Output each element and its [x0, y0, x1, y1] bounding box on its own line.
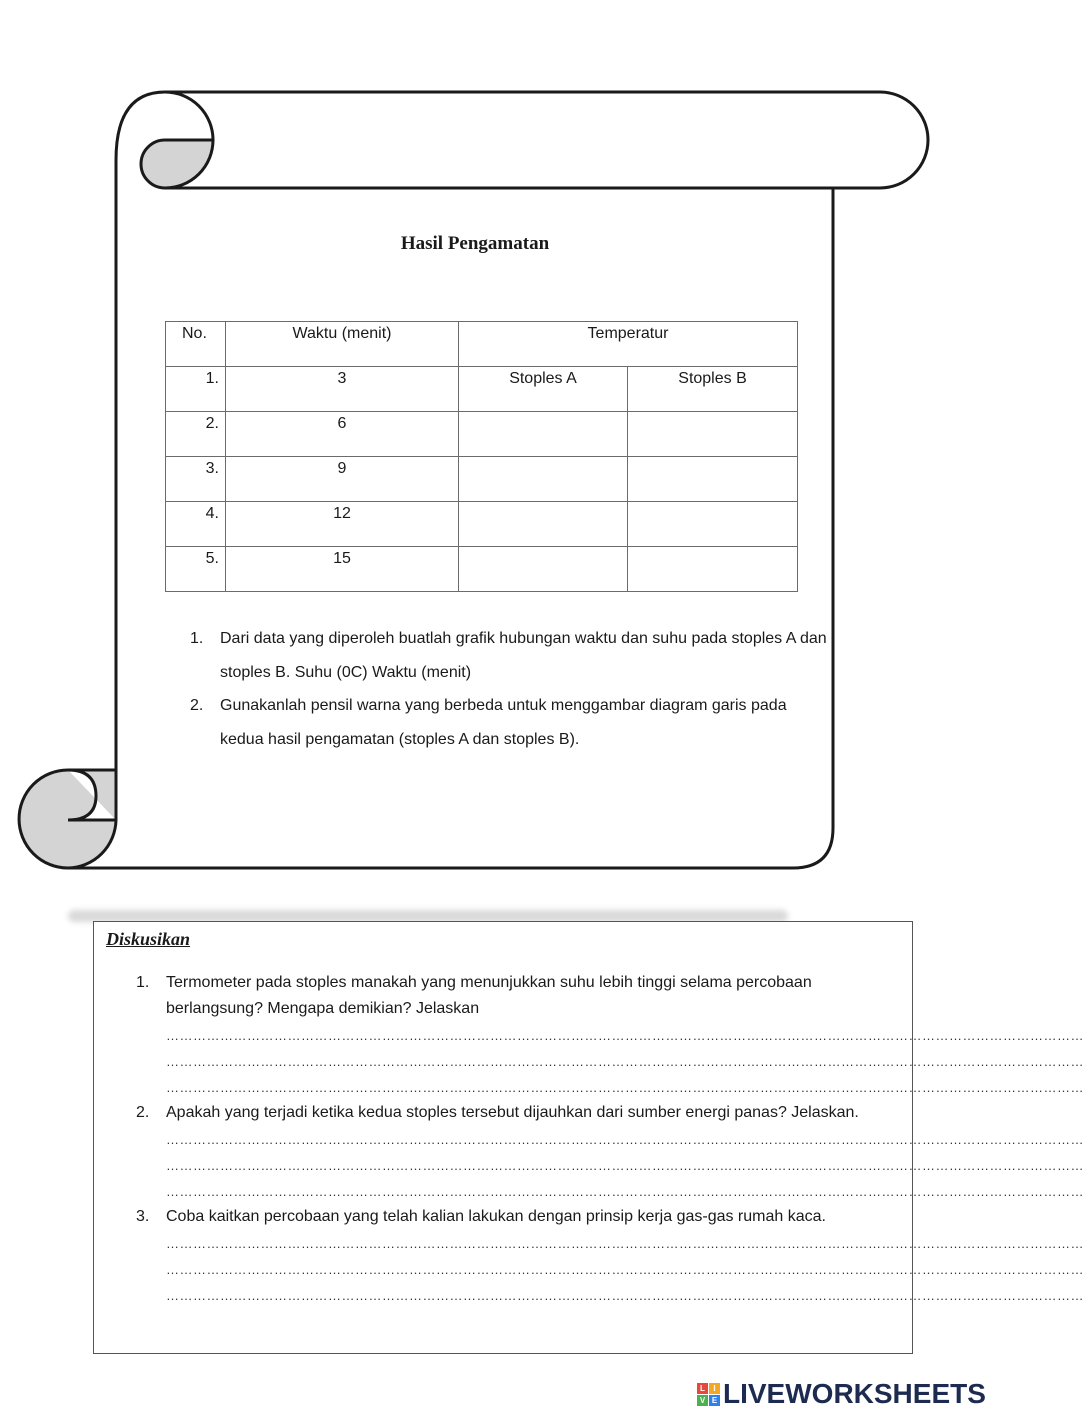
- answer-line[interactable]: ……………………………………………………………………………………………………………………………………………………………………………………: [166, 1158, 1084, 1173]
- cell-no: 3.: [166, 457, 226, 502]
- answer-line[interactable]: ……………………………………………………………………………………………………………………………………………………………………………………: [166, 1262, 1084, 1277]
- table-row: [166, 367, 798, 412]
- logo-mark-letter: L: [697, 1383, 708, 1394]
- instruction-number: 1.: [190, 630, 204, 647]
- discussion-title: Diskusikan: [106, 929, 191, 949]
- cell-stoples-b[interactable]: [628, 502, 798, 547]
- cell-stoples-b: Stoples B: [628, 367, 798, 412]
- cell-waktu: 6: [226, 412, 459, 457]
- question-number: 3.: [136, 1208, 150, 1225]
- answer-line[interactable]: ……………………………………………………………………………………………………………………………………………………………………………………: [166, 1054, 1084, 1069]
- cell-stoples-b[interactable]: [628, 412, 798, 457]
- logo-mark-letter: I: [709, 1383, 720, 1394]
- table-row: [166, 502, 798, 547]
- cell-stoples-a[interactable]: [459, 412, 628, 457]
- cell-stoples-a: Stoples A: [459, 367, 628, 412]
- answer-line[interactable]: ……………………………………………………………………………………………………………………………………………………………………………………: [166, 1028, 1084, 1043]
- list-item: [190, 622, 830, 689]
- answer-line[interactable]: ……………………………………………………………………………………………………………………………………………………………………………………: [166, 1132, 1084, 1147]
- discussion-box: [93, 921, 1084, 1354]
- answer-line[interactable]: ……………………………………………………………………………………………………………………………………………………………………………………: [166, 1080, 1084, 1095]
- answer-line[interactable]: ……………………………………………………………………………………………………………………………………………………………………………………: [166, 1236, 1084, 1251]
- liveworksheets-logo: [697, 1378, 986, 1410]
- instruction-text: Gunakanlah pensil warna yang berbeda untuk menggambar diagram garis pada kedua hasil pengamatan (stoples A dan stoples B).: [220, 697, 787, 748]
- cell-stoples-b[interactable]: [628, 547, 798, 592]
- question-1: [136, 970, 896, 1022]
- logo-mark-letter: E: [709, 1395, 720, 1406]
- table-row: [166, 457, 798, 502]
- list-item: [190, 689, 830, 756]
- cell-stoples-a[interactable]: [459, 457, 628, 502]
- cell-stoples-b[interactable]: [628, 457, 798, 502]
- page-title: Hasil Pengamatan: [400, 233, 550, 254]
- question-number: 2.: [136, 1104, 150, 1121]
- cell-no: 2.: [166, 412, 226, 457]
- cell-no: 5.: [166, 547, 226, 592]
- table-row: [166, 547, 798, 592]
- instructions-list: [190, 622, 830, 756]
- logo-mark-icon: [697, 1383, 720, 1406]
- table-header-row: [166, 322, 798, 367]
- instruction-number: 2.: [190, 697, 204, 714]
- question-2: [136, 1100, 896, 1126]
- instruction-text: Dari data yang diperoleh buatlah grafik hubungan waktu dan suhu pada stoples A dan stoples B. Suhu (0C) Waktu (menit): [220, 630, 827, 681]
- cell-no: 1.: [166, 367, 226, 412]
- question-3: [136, 1204, 896, 1230]
- logo-mark-letter: V: [697, 1395, 708, 1406]
- observation-table: [165, 321, 798, 592]
- header-no: No.: [166, 322, 226, 367]
- cell-waktu: 9: [226, 457, 459, 502]
- cell-stoples-a[interactable]: [459, 547, 628, 592]
- answer-line[interactable]: ……………………………………………………………………………………………………………………………………………………………………………………: [166, 1288, 1084, 1303]
- header-waktu: Waktu (menit): [226, 322, 459, 367]
- cell-stoples-a[interactable]: [459, 502, 628, 547]
- cell-waktu: 15: [226, 547, 459, 592]
- question-text: Coba kaitkan percobaan yang telah kalian lakukan dengan prinsip kerja gas-gas rumah kaca.: [166, 1208, 826, 1225]
- answer-line[interactable]: ……………………………………………………………………………………………………………………………………………………………………………………: [166, 1184, 1084, 1199]
- question-text: Termometer pada stoples manakah yang menunjukkan suhu lebih tinggi selama percobaan berlangsung? Mengapa demikian? Jelaskan: [166, 974, 812, 1017]
- question-text: Apakah yang terjadi ketika kedua stoples tersebut dijauhkan dari sumber energi panas? Jelaskan.: [166, 1104, 859, 1121]
- header-temperatur: Temperatur: [459, 322, 798, 367]
- question-number: 1.: [136, 974, 150, 991]
- cell-waktu: 3: [226, 367, 459, 412]
- cell-no: 4.: [166, 502, 226, 547]
- table-row: [166, 412, 798, 457]
- cell-waktu: 12: [226, 502, 459, 547]
- logo-text: LIVEWORKSHEETS: [723, 1378, 986, 1409]
